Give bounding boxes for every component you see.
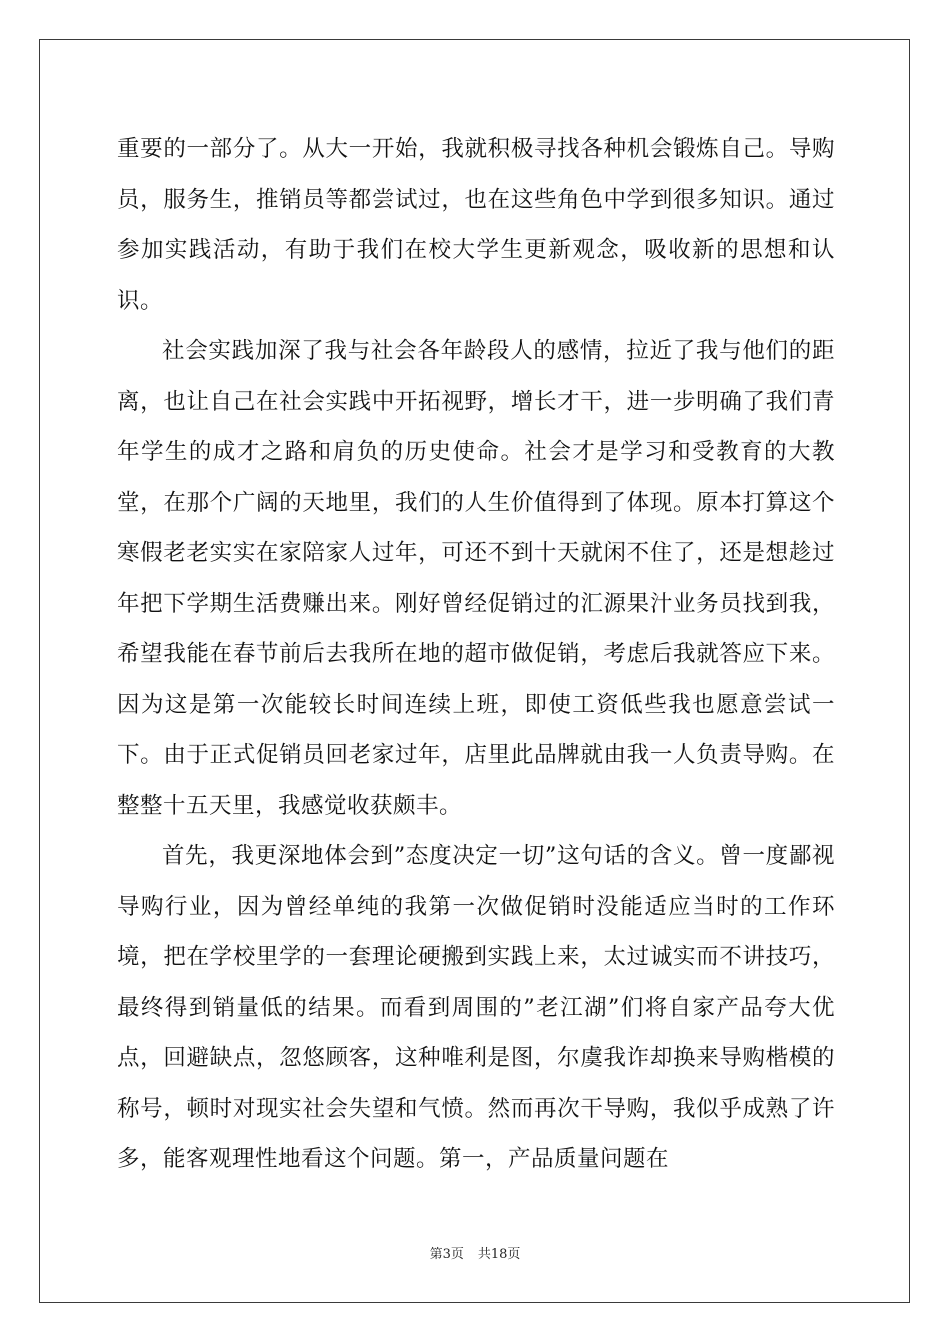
paragraph-1: 重要的一部分了。从大一开始，我就积极寻找各种机会锻炼自己。导购员，服务生，推销员等都尝试过，也在这些角色中学到很多知识。通过参加实践活动，有助于我们在校大学生更新观念，吸收新的思想和认识。 bbox=[117, 136, 835, 314]
paragraph-2: 社会实践加深了我与社会各年龄段人的感情，拉近了我与他们的距离，也让自己在社会实践中开拓视野，增长才干，进一步明确了我们青年学生的成才之路和肩负的历史使命。社会才是学习和受教育的大教堂，在那个广阔的天地里，我们的人生价值得到了体现。原本打算这个寒假老老实实在家陪家人过年，可还不到十天就闲不住了，还是想趁过年把下学期生活费赚出来。刚好曾经促销过的汇源果汁业务员找到我，希望我能在春节前后去我所在地的超市做促销，考虑后我就答应下来。因为这是第一次能较长时间连续上班，即使工资低些我也愿意尝试一下。由于正式促销员回老家过年，店里此品牌就由我一人负责导购。在整整十五天里，我感觉收获颇丰。 bbox=[117, 338, 835, 819]
page-number: 第3页 bbox=[429, 1247, 464, 1262]
page-total: 共18页 bbox=[477, 1247, 521, 1262]
paragraph-3: 首先，我更深地体会到”态度决定一切”这句话的含义。曾一度鄙视导购行业，因为曾经单纯的我第一次做促销时没能适应当时的工作环境，把在学校里学的一套理论硬搬到实践上来，太过诚实而不讲技巧，最终得到销量低的结果。而看到周围的”老江湖”们将自家产品夸大优点，回避缺点，忽悠顾客，这种唯利是图，尔虞我诈却换来导购楷模的称号，顿时对现实社会失望和气愤。然而再次干导购，我似乎成熟了许多，能客观理性地看这个问题。第一，产品质量问题在 bbox=[117, 843, 835, 1172]
document-body bbox=[117, 124, 835, 1185]
page-footer bbox=[0, 1247, 950, 1263]
